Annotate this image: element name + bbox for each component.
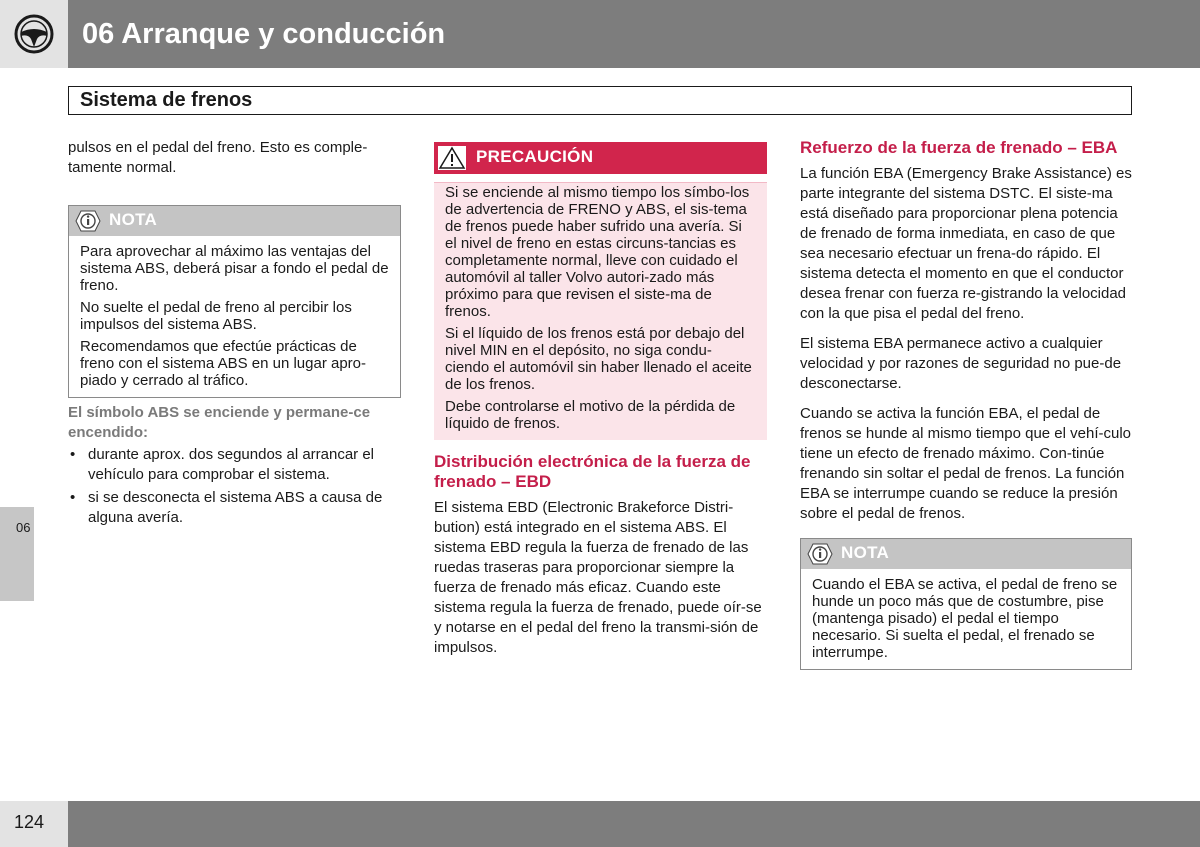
bullet-text: durante aprox. dos segundos al arrancar el vehículo para comprobar el sistema.: [88, 446, 375, 483]
eba-heading: Refuerzo de la fuerza de frenado – EBA: [800, 138, 1118, 157]
side-tab-label: 06: [16, 520, 31, 535]
column-3: [800, 138, 1132, 680]
column-1: [68, 138, 401, 538]
info-icon: [72, 209, 104, 233]
note-body: [69, 236, 400, 397]
bullet-list: [68, 445, 401, 528]
note-header: [69, 206, 400, 236]
note-box: [68, 205, 401, 398]
bullet-text: si se desconecta el sistema ABS a causa de alguna avería.: [88, 489, 383, 526]
page-number-box: [0, 801, 68, 847]
abs-subheading: El símbolo ABS se enciende y permane-ce encendido:: [68, 404, 371, 441]
chapter-icon-box: [0, 0, 68, 68]
note-title: NOTA: [109, 210, 158, 229]
caution-paragraph: Debe controlarse el motivo de la pérdida de líquido de frenos.: [445, 398, 736, 432]
intro-paragraph: pulsos en el pedal del freno. Esto es comple-tamente normal.: [68, 139, 368, 176]
caution-header: [434, 142, 767, 174]
eba-paragraph: El sistema EBA permanece activo a cualquier velocidad y por razones de seguridad no pue-de desconectarse.: [800, 335, 1122, 392]
note-box: [800, 538, 1132, 670]
caution-icon-box: [437, 145, 467, 171]
caution-body: [434, 182, 767, 440]
page-number: 124: [14, 812, 45, 832]
note-body: [801, 569, 1131, 669]
caution-title: PRECAUCIÓN: [476, 147, 594, 166]
note-title: NOTA: [841, 543, 890, 562]
chapter-title: 06 Arranque y conducción: [82, 18, 446, 50]
chapter-side-tab: [0, 507, 34, 601]
info-icon: [804, 542, 836, 566]
note-paragraph: Para aprovechar al máximo las ventajas del sistema ABS, deberá pisar a fondo el pedal de freno.: [80, 243, 389, 294]
footer-bar: [0, 801, 1200, 847]
column-2: [434, 142, 767, 668]
header-bar: [0, 0, 1200, 68]
note-paragraph: Recomendamos que efectúe prácticas de freno con el sistema ABS en un lugar apro-piado y cerrado al tráfico.: [80, 338, 366, 389]
eba-paragraph: La función EBA (Emergency Brake Assistance) es parte integrante del sistema DSTC. El siste-ma está diseñado para proporcionar plena potencia de frenado de forma inmediata, en caso de que sea necesario efectuar un frena-do rápido. El sistema detecta el momento en que el conductor desea frenar con fuerza re-gistrando la velocidad con la que pisa el pedal del freno.: [800, 165, 1132, 322]
caution-box: [434, 142, 767, 440]
list-item: • durante aprox. dos segundos al arrancar el vehículo para comprobar el sistema.: [70, 446, 375, 483]
note-header: [801, 539, 1131, 569]
section-title: Sistema de frenos: [80, 89, 253, 111]
ebd-heading: Distribución electrónica de la fuerza de frenado – EBD: [434, 452, 751, 491]
warning-triangle-icon: [438, 146, 466, 170]
caution-paragraph: Si el líquido de los frenos está por debajo del nivel MIN en el depósito, no siga condu-ciendo el automóvil sin haber llenado el aceite de los frenos.: [445, 325, 752, 393]
note-paragraph: Cuando el EBA se activa, el pedal de freno se hunde un poco más que de costumbre, pise (mantenga pisado) el pedal el tiempo necesario. Si suelta el pedal, el frenado se interrumpe.: [812, 576, 1118, 661]
note-paragraph: No suelte el pedal de freno al percibir los impulsos del sistema ABS.: [80, 299, 352, 333]
steering-wheel-icon: [12, 12, 56, 56]
caution-paragraph: Si se enciende al mismo tiempo los símbo-los de advertencia de FRENO y ABS, el sis-tema de frenos puede haber sufrido una avería. Si el nivel de freno en estas circuns-tancias es completamente normal, lleve con cuidado el automóvil al taller Volvo autori-zado más próximo para que revisen el siste-ma de frenos.: [445, 184, 750, 320]
ebd-paragraph: El sistema EBD (Electronic Brakeforce Distri-bution) está integrado en el sistema ABS. El sistema EBD regula la fuerza de frenado de las ruedas traseras para proporcionar siempre la fuerza de frenado más eficaz. Cuando este sistema regula la fuerza de frenado, puede oír-se y notarse en el pedal del freno la transmi-sión de impulsos.: [434, 499, 762, 656]
section-header: [68, 86, 1132, 115]
eba-paragraph: Cuando se activa la función EBA, el pedal de frenos se hunde al mismo tiempo que el vehí-culo tiene un efecto de frenado máximo. Con-tinúe frenando sin soltar el pedal de frenos. La función EBA se interrumpe cuando se reduce la presión sobre el pedal de frenos.: [800, 405, 1132, 522]
list-item: • si se desconecta el sistema ABS a causa de alguna avería.: [70, 489, 383, 526]
